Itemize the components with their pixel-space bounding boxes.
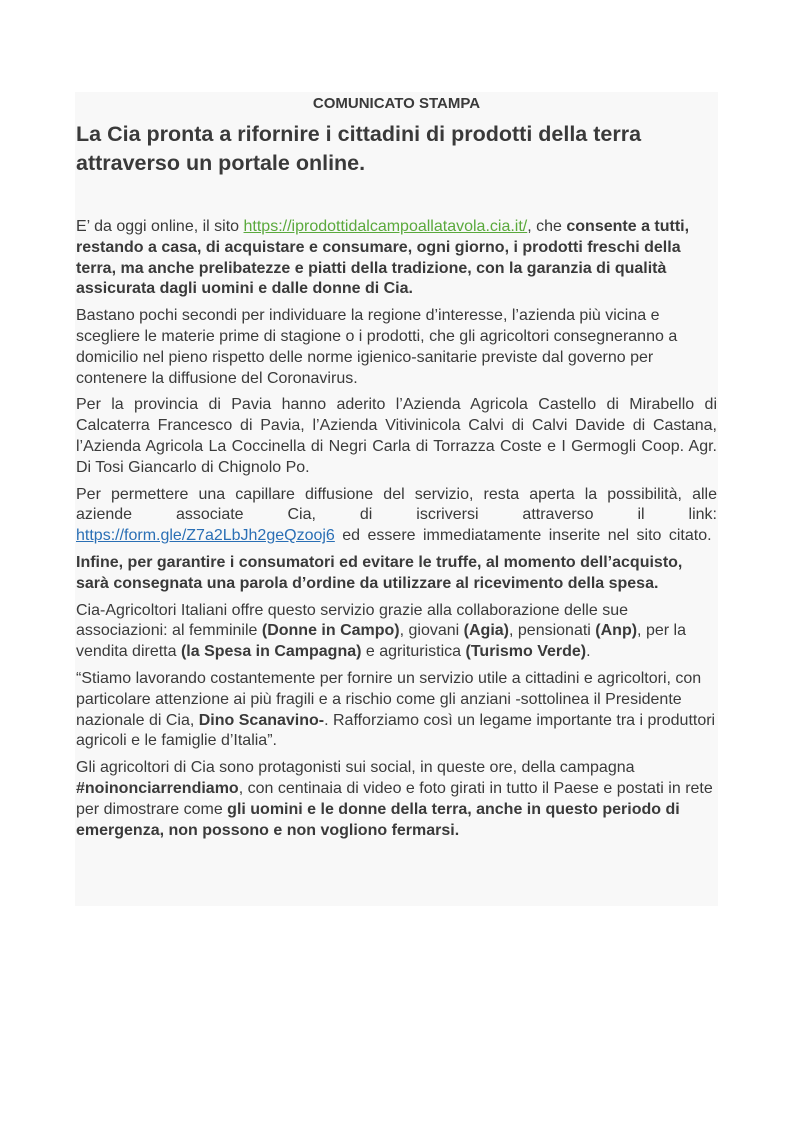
p6-t2: , giovani [399, 622, 464, 640]
p7-t1: “Stiamo lavorando costantemente per fornire un servizio utile a cittadini e agricoltori, con particolare attenzione ai più fragili e a rischio come gli anziani -sottolinea il Presidente nazionale di Cia, [76, 669, 702, 729]
press-release-label: COMUNICATO STAMPA [312, 95, 481, 112]
p8-t1: Gli agricoltori di Cia sono protagonisti sui social, in queste ore, della campagna [76, 759, 635, 777]
paragraph-4 [76, 485, 717, 547]
paragraph-7 [76, 669, 717, 752]
p1-text-mid: , che [527, 218, 567, 235]
p8-b1: #noinonciarrendiamo [76, 779, 239, 797]
p4-text-before: Per permettere una capillare diffusione del servizio, resta aperta la possibilità, alle aziende associate Cia, di iscriversi attraverso il link: [76, 485, 717, 524]
p6-b1: (Donne in Campo) [261, 622, 400, 640]
paragraph-6 [76, 601, 717, 663]
paragraph-8 [76, 758, 717, 841]
page-title: La Cia pronta a rifornire i cittadini di prodotti della terra attraverso un portale online. [76, 122, 642, 175]
p1-text-before: E’ da oggi online, il sito [76, 218, 244, 235]
p6-b3: (Anp) [595, 622, 638, 640]
paragraph-5 [76, 553, 717, 595]
p5-bold: Infine, per garantire i consumatori ed evitare le truffe, al momento dell’acquisto, sarà consegnata una parola d’ordine da utilizzare al ricevimento della spesa. [76, 553, 683, 592]
paragraph-1 [76, 217, 717, 300]
site-link[interactable]: https://iprodottidalcampoallatavola.cia.it/ [243, 218, 528, 235]
p1-bold: consente a tutti, restando a casa, di acquistare e consumare, ogni giorno, i prodotti freschi della terra, ma anche prelibatezze e piatti della tradizione, con la garanzia di qualità assicurata dagli uomini e dalle donne di Cia. [76, 218, 690, 298]
p6-t1: Cia-Agricoltori Italiani offre questo servizio grazie alla collaborazione delle sue associazioni: al femminile [76, 601, 628, 640]
p8-t2: , con centinaia di video e foto girati in tutto il Paese e postati in rete per dimostrare come [76, 779, 713, 818]
p7-t2: . Rafforziamo così un legame importante tra i produttori agricoli e le famiglie d’Italia”. [76, 711, 716, 750]
p6-b2: (Agia) [463, 622, 509, 640]
p6-t5: e agrituristica [361, 643, 466, 661]
p8-b2: gli uomini e le donne della terra, anche in questo periodo di emergenza, non possono e non vogliono fermarsi. [76, 800, 680, 839]
article-body [76, 217, 717, 847]
p7-b1: Dino Scanavino- [198, 711, 325, 729]
p4-text-after: ed essere immediatamente inserite nel sito citato. [334, 527, 712, 545]
p6-t4: , per la vendita diretta [76, 622, 686, 661]
p6-b4: (la Spesa in Campagna) [180, 643, 362, 661]
p6-t3: , pensionati [509, 622, 596, 640]
p6-t6: . [586, 643, 591, 661]
paragraph-3: Per la provincia di Pavia hanno aderito l’Azienda Agricola Castello di Mirabello di Calcaterra Francesco di Pavia, l’Azienda Vitivinicola Calvi di Calvi Davide di Castana, l’Azienda Agricola La Coccinella di Negri Carla di Torrazza Coste e I Germogli Coop. Agr. Di Tosi Giancarlo di Chignolo Po. [76, 396, 717, 476]
paragraph-2: Bastano pochi secondi per individuare la regione d’interesse, l’azienda più vicina e scegliere le materie prime di stagione o i prodotti, che gli agricoltori consegneranno a domicilio nel pieno rispetto delle norme igienico-sanitarie previste dal governo per contenere la diffusione del Coronavirus. [76, 307, 678, 387]
form-link[interactable]: https://form.gle/Z7a2LbJh2geQzooj6 [76, 527, 335, 545]
p6-b5: (Turismo Verde) [465, 643, 587, 661]
